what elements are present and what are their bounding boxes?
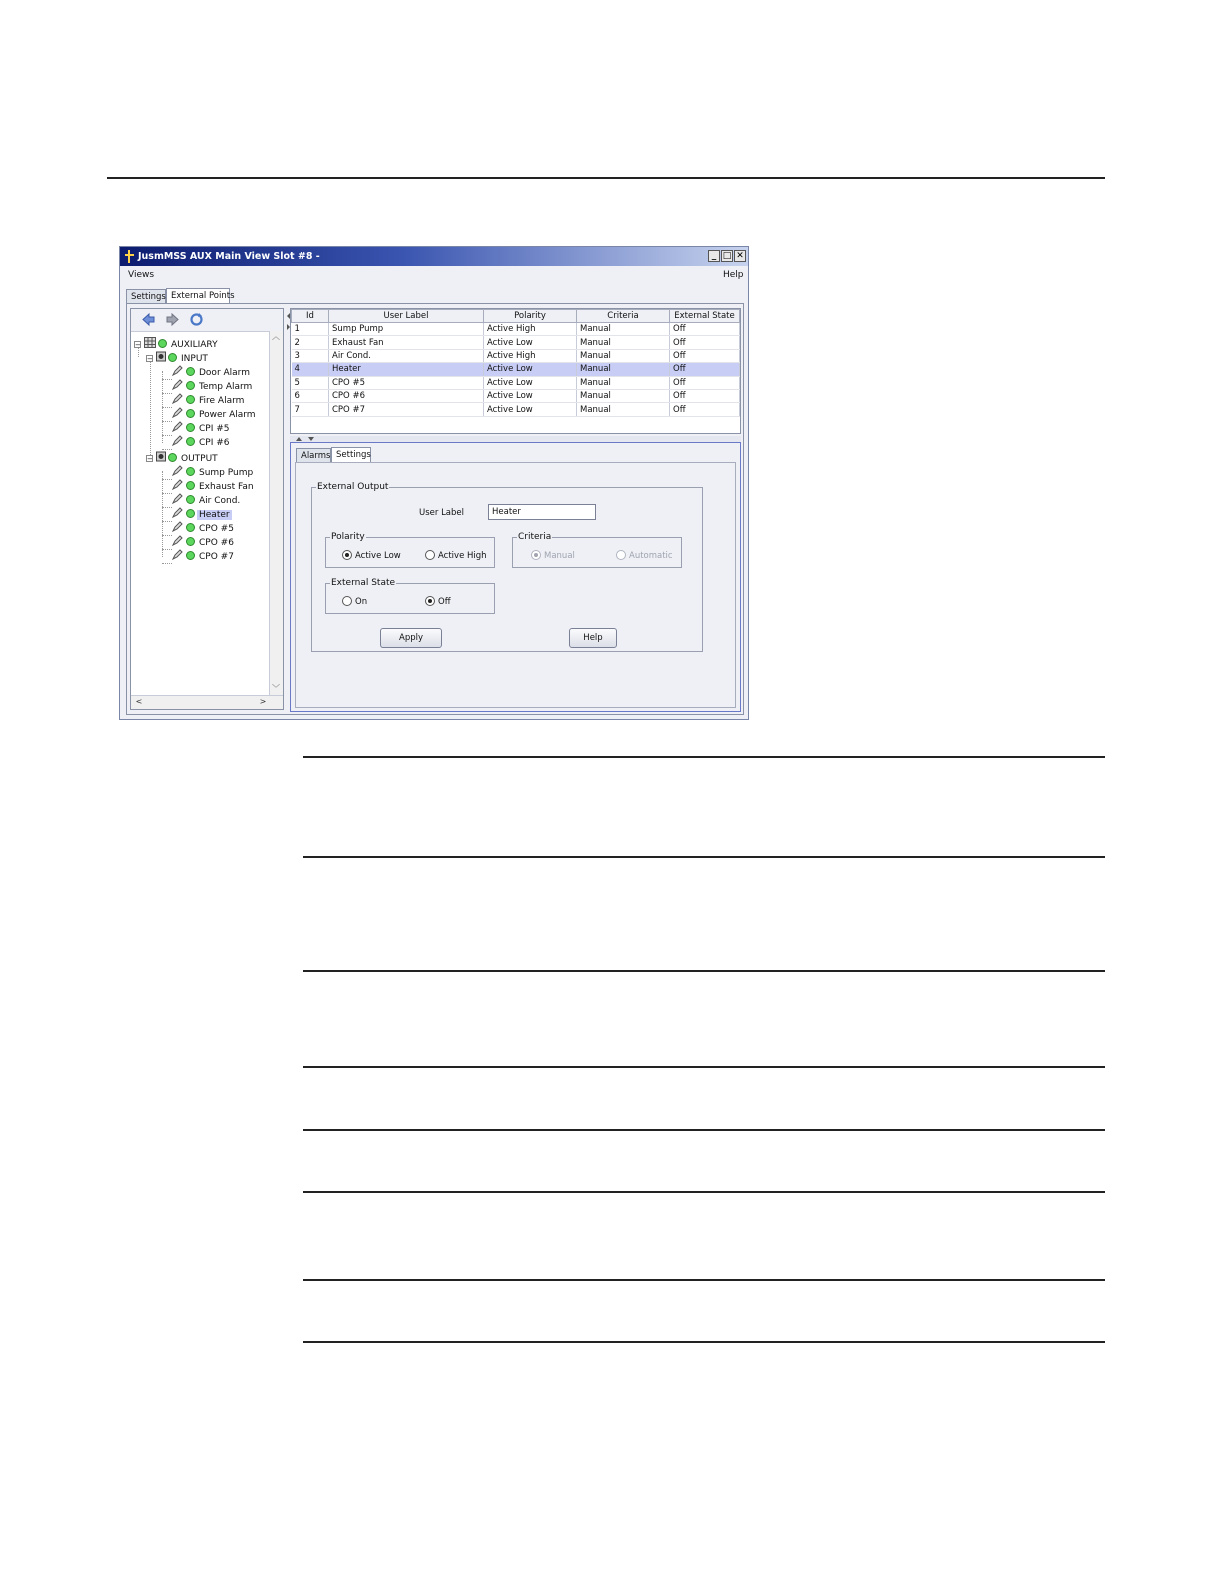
cell-criteria: Manual: [577, 376, 670, 389]
cell-criteria: Manual: [577, 323, 670, 336]
cell-user-label: CPO #7: [329, 403, 484, 416]
page-rule: [303, 1279, 1105, 1281]
table-row[interactable]: [292, 389, 740, 402]
pencil-icon: [172, 421, 184, 432]
radio-checked-icon: [342, 550, 352, 560]
cell-id: 3: [292, 349, 329, 362]
apply-button[interactable]: Apply: [380, 628, 442, 648]
pencil-icon: [172, 435, 184, 446]
tree-node-heater[interactable]: Heater: [172, 507, 232, 521]
status-ok-icon: [186, 409, 195, 418]
status-ok-icon: [186, 381, 195, 390]
pencil-icon: [172, 407, 184, 418]
pencil-icon: [172, 365, 184, 376]
external-state-off-radio[interactable]: Off: [425, 596, 451, 607]
tree-view[interactable]: [131, 331, 269, 695]
user-label-input[interactable]: Heater: [488, 504, 596, 520]
criteria-automatic-radio[interactable]: Automatic: [616, 550, 673, 561]
cell-id: 1: [292, 323, 329, 336]
group-icon: [156, 351, 166, 362]
column-header-polarity[interactable]: Polarity: [484, 310, 577, 323]
cell-external-state: Off: [670, 349, 740, 362]
polarity-active-high-radio[interactable]: Active High: [425, 550, 487, 561]
refresh-icon[interactable]: [189, 312, 204, 327]
tree-toolbar: [131, 309, 283, 332]
table-row[interactable]: [292, 336, 740, 349]
tab-external-points[interactable]: External Points: [166, 288, 230, 304]
cell-id: 7: [292, 403, 329, 416]
window-title: JusmMSS AUX Main View Slot #8 -: [138, 251, 320, 262]
page-rule: [303, 1129, 1105, 1131]
cell-id: 6: [292, 389, 329, 402]
pencil-icon: [172, 479, 184, 490]
cell-criteria: Manual: [577, 363, 670, 376]
pencil-icon: [172, 493, 184, 504]
external-state-title: External State: [331, 578, 396, 588]
column-header-criteria[interactable]: Criteria: [577, 310, 670, 323]
cell-external-state: Off: [670, 363, 740, 376]
tab-settings[interactable]: Settings: [126, 289, 166, 303]
tree-node-air-cond[interactable]: Air Cond.: [172, 493, 242, 507]
page-rule: [303, 1066, 1105, 1068]
table-row[interactable]: [292, 323, 740, 336]
page-rule: [303, 756, 1105, 758]
tree-node-input[interactable]: − INPUT: [146, 351, 210, 365]
cell-polarity: Active High: [484, 323, 577, 336]
radio-unchecked-icon: [616, 550, 626, 560]
page-rule: [303, 970, 1105, 972]
group-icon: [156, 451, 166, 462]
tree-horizontal-scrollbar[interactable]: [131, 695, 283, 709]
menu-bar: [120, 266, 748, 284]
radio-unchecked-icon: [342, 596, 352, 606]
cell-id: 4: [292, 363, 329, 376]
tree-node-temp-alarm[interactable]: Temp Alarm: [172, 379, 254, 393]
page-rule: [303, 1341, 1105, 1343]
cell-polarity: Active Low: [484, 376, 577, 389]
radio-checked-icon: [531, 550, 541, 560]
external-state-on-radio[interactable]: On: [342, 596, 367, 607]
cell-id: 5: [292, 376, 329, 389]
status-ok-icon: [168, 353, 177, 362]
table-row[interactable]: [292, 349, 740, 362]
cell-user-label: CPO #6: [329, 389, 484, 402]
cell-polarity: Active Low: [484, 336, 577, 349]
external-points-table: [290, 308, 741, 434]
tree-node-cpo-5[interactable]: CPO #5: [172, 521, 236, 535]
cell-external-state: Off: [670, 389, 740, 402]
collapse-icon[interactable]: −: [147, 455, 153, 463]
tree-node-fire-alarm[interactable]: Fire Alarm: [172, 393, 246, 407]
column-header-id[interactable]: Id: [292, 310, 329, 323]
tree-node-auxiliary[interactable]: − AUXILIARY: [134, 337, 220, 351]
status-ok-icon: [186, 437, 195, 446]
forward-arrow-icon[interactable]: [165, 312, 180, 327]
app-icon: [125, 250, 134, 263]
cell-user-label: Air Cond.: [329, 349, 484, 362]
status-ok-icon: [168, 453, 177, 462]
cell-polarity: Active Low: [484, 389, 577, 402]
menu-help[interactable]: Help: [723, 270, 744, 280]
status-ok-icon: [186, 395, 195, 404]
cell-user-label: Heater: [329, 363, 484, 376]
status-ok-icon: [186, 495, 195, 504]
table-row[interactable]: [292, 376, 740, 389]
radio-unchecked-icon: [425, 550, 435, 560]
status-ok-icon: [186, 423, 195, 432]
tree-panel: [130, 308, 284, 710]
collapse-icon[interactable]: −: [135, 341, 141, 349]
tree-node-output[interactable]: − OUTPUT: [146, 451, 220, 465]
cell-external-state: Off: [670, 376, 740, 389]
cell-id: 2: [292, 336, 329, 349]
pencil-icon: [172, 521, 184, 532]
minimize-button[interactable]: _: [708, 250, 720, 262]
pencil-icon: [172, 465, 184, 476]
status-ok-icon: [186, 467, 195, 476]
tree-node-exhaust-fan[interactable]: Exhaust Fan: [172, 479, 256, 493]
cell-polarity: Active Low: [484, 403, 577, 416]
pencil-icon: [172, 507, 184, 518]
grid-icon: [144, 337, 156, 348]
maximize-button[interactable]: □: [722, 251, 732, 261]
cell-criteria: Manual: [577, 349, 670, 362]
column-header-user-label[interactable]: User Label: [329, 310, 484, 323]
tree-node-cpo-6[interactable]: CPO #6: [172, 535, 236, 549]
page-rule-top: [107, 177, 1105, 179]
tree-node-door-alarm[interactable]: Door Alarm: [172, 365, 252, 379]
back-arrow-icon[interactable]: [141, 312, 156, 327]
cell-polarity: Active High: [484, 349, 577, 362]
table-row-selected[interactable]: [292, 363, 740, 376]
tab-alarms[interactable]: Alarms: [296, 448, 331, 462]
status-ok-icon: [186, 509, 195, 518]
column-header-external-state[interactable]: External State: [670, 310, 740, 323]
status-ok-icon: [186, 523, 195, 532]
title-bar[interactable]: [120, 247, 748, 266]
tree-node-sump-pump[interactable]: Sump Pump: [172, 465, 255, 479]
scroll-down-icon[interactable]: ﹀: [272, 684, 280, 693]
cell-user-label: Sump Pump: [329, 323, 484, 336]
cell-polarity: Active Low: [484, 363, 577, 376]
pencil-icon: [172, 535, 184, 546]
tree-node-cpo-7[interactable]: CPO #7: [172, 549, 236, 563]
tree-vertical-scrollbar[interactable]: [269, 331, 283, 695]
cell-user-label: CPO #5: [329, 376, 484, 389]
page-rule: [303, 856, 1105, 858]
criteria-title: Criteria: [518, 532, 552, 542]
polarity-active-low-radio[interactable]: Active Low: [342, 550, 401, 561]
status-ok-icon: [186, 551, 195, 560]
cell-user-label: Exhaust Fan: [329, 336, 484, 349]
pencil-icon: [172, 379, 184, 390]
pencil-icon: [172, 393, 184, 404]
polarity-title: Polarity: [331, 532, 365, 542]
scroll-left-icon[interactable]: <: [135, 697, 143, 706]
pencil-icon: [172, 549, 184, 560]
cell-external-state: Off: [670, 323, 740, 336]
cell-external-state: Off: [670, 403, 740, 416]
external-points-panel: [126, 303, 744, 715]
help-button[interactable]: Help: [569, 628, 617, 648]
external-output-title: External Output: [317, 482, 389, 492]
status-ok-icon: [186, 537, 195, 546]
status-ok-icon: [186, 367, 195, 376]
criteria-manual-radio[interactable]: Manual: [531, 550, 575, 561]
close-button[interactable]: ✕: [734, 250, 746, 262]
detail-panel: [290, 442, 741, 712]
app-window: [119, 246, 749, 720]
status-ok-icon: [158, 339, 167, 348]
tab-detail-settings[interactable]: Settings: [331, 447, 371, 463]
tree-node-cpi-6[interactable]: CPI #6: [172, 435, 232, 449]
scroll-right-icon[interactable]: >: [259, 697, 267, 706]
status-ok-icon: [186, 481, 195, 490]
cell-criteria: Manual: [577, 403, 670, 416]
collapse-icon[interactable]: −: [147, 355, 153, 363]
cell-criteria: Manual: [577, 389, 670, 402]
table-row[interactable]: [292, 403, 740, 416]
cell-criteria: Manual: [577, 336, 670, 349]
user-label-caption: User Label: [419, 508, 465, 518]
scroll-up-icon[interactable]: ︿: [272, 332, 280, 341]
settings-panel: [295, 462, 736, 708]
tree-node-power-alarm[interactable]: Power Alarm: [172, 407, 258, 421]
page-rule: [303, 1191, 1105, 1193]
tree-node-cpi-5[interactable]: CPI #5: [172, 421, 232, 435]
radio-checked-icon: [425, 596, 435, 606]
menu-views[interactable]: Views: [128, 270, 155, 280]
cell-external-state: Off: [670, 336, 740, 349]
